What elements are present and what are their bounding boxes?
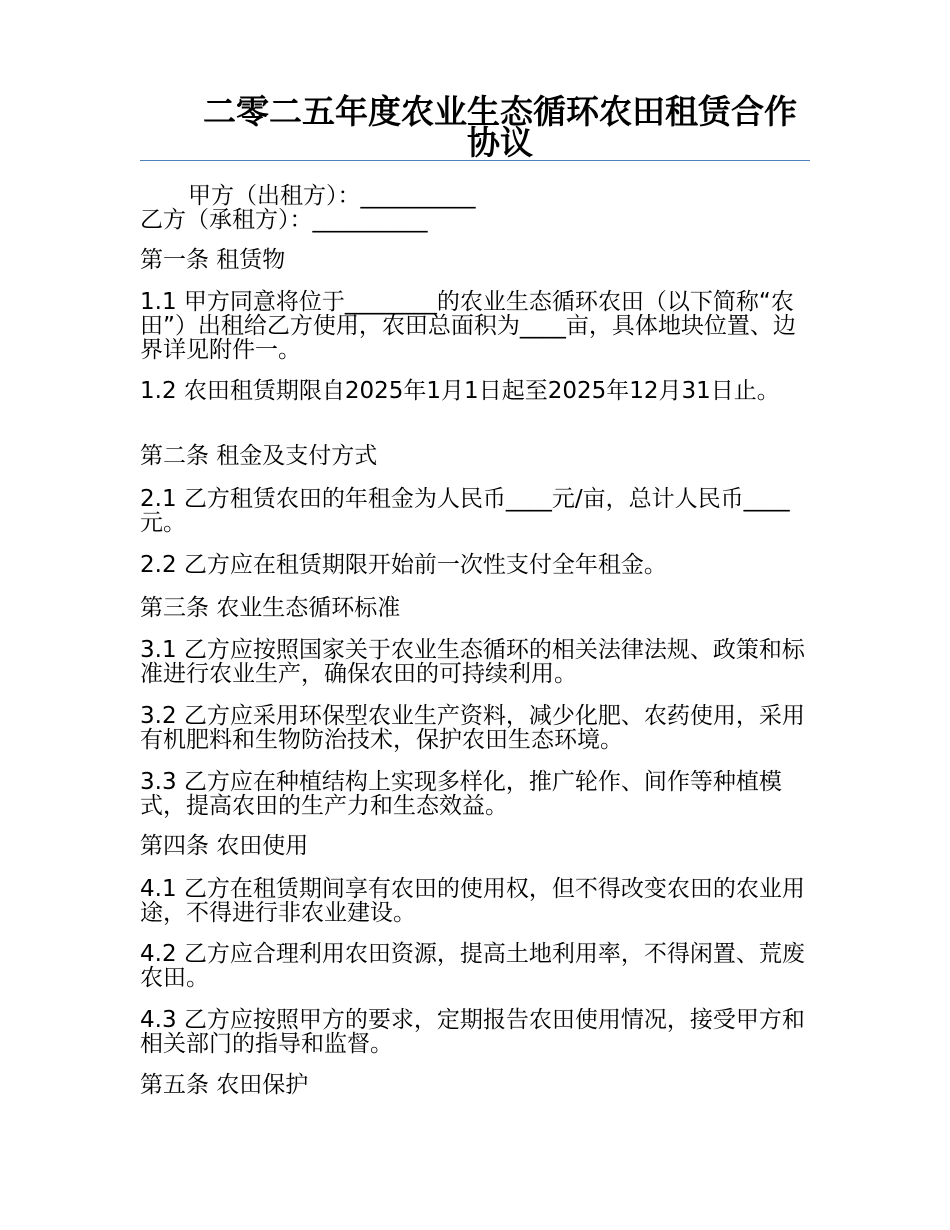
clause-3-1: 3.1 乙方应按照国家关于农业生态循环的相关法律法规、政策和标准进行农业生产，确保农田的可持续利用。 (140, 637, 805, 687)
article-1-heading: 第一条 租赁物 (140, 247, 286, 273)
title-divider (140, 160, 810, 161)
party-a-line: 甲方（出租方）：__________ (188, 183, 476, 209)
article-3-heading: 第三条 农业生态循环标准 (140, 595, 401, 621)
clause-3-2: 3.2 乙方应采用环保型农业生产资料，减少化肥、农药使用，采用有机肥料和生物防治技术，保护农田生态环境。 (140, 703, 805, 753)
clause-2-2: 2.2 乙方应在租赁期限开始前一次性支付全年租金。 (140, 552, 667, 578)
clause-4-2: 4.2 乙方应合理利用农田资源，提高土地利用率，不得闲置、荒废农田。 (140, 941, 805, 991)
clause-4-1: 4.1 乙方在租赁期间享有农田的使用权，但不得改变农田的农业用途，不得进行非农业建设。 (140, 876, 805, 926)
clause-3-3: 3.3 乙方应在种植结构上实现多样化，推广轮作、间作等种植模式，提高农田的生产力和生态效益。 (140, 769, 782, 819)
document-title: 二零二五年度农业生态循环农田租赁合作协议 (203, 92, 797, 162)
article-2-heading: 第二条 租金及支付方式 (140, 443, 378, 469)
clause-2-1: 2.1 乙方租赁农田的年租金为人民币____元/亩，总计人民币____元。 (140, 486, 790, 536)
article-5-heading: 第五条 农田保护 (140, 1072, 309, 1098)
clause-4-3: 4.3 乙方应按照甲方的要求，定期报告农田使用情况，接受甲方和相关部门的指导和监督。 (140, 1007, 805, 1057)
party-b-line: 乙方（承租方）：__________ (140, 207, 428, 233)
clause-1-2: 1.2 农田租赁期限自2025年1月1日起至2025年12月31日止。 (140, 378, 780, 404)
clause-1-1: 1.1 甲方同意将位于________的农业生态循环农田（以下简称“农田”）出租给乙方使用，农田总面积为____亩，具体地块位置、边界详见附件一。 (140, 289, 796, 363)
article-4-heading: 第四条 农田使用 (140, 833, 309, 859)
